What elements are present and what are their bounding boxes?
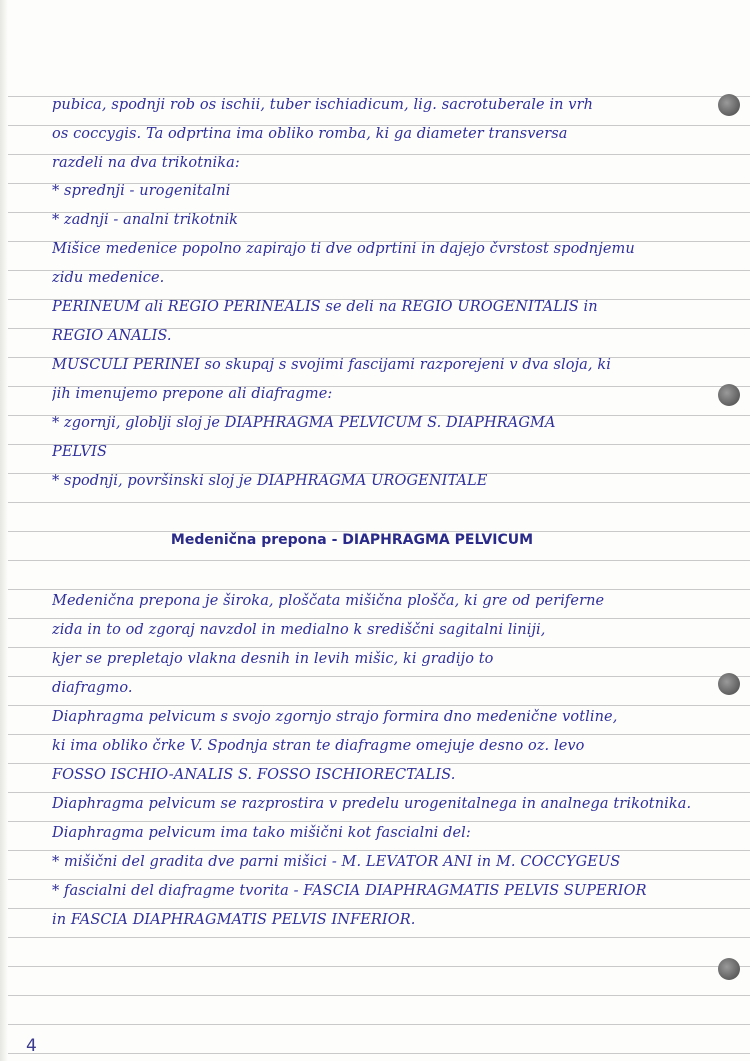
text-line: PERINEUM ali REGIO PERINEALIS se deli na REGIO UROGENITALIS in bbox=[52, 299, 598, 315]
text-line: Medenična prepona je široka, ploščata mišična plošča, ki gre od periferne bbox=[52, 593, 605, 609]
text-line: * fascialni del diafragme tvorita - FASCIA DIAPHRAGMATIS PELVIS SUPERIOR bbox=[52, 883, 647, 899]
text-line: * zgornji, globlji sloj je DIAPHRAGMA PELVICUM S. DIAPHRAGMA bbox=[52, 415, 556, 431]
text-line: * mišični del gradita dve parni mišici - M. LEVATOR ANI in M. COCCYGEUS bbox=[52, 854, 621, 870]
text-line: zida in to od zgoraj navzdol in medialno k središčni sagitalni liniji, bbox=[52, 622, 546, 638]
text-line: Diaphragma pelvicum s svojo zgornjo strajo formira dno medenične votline, bbox=[52, 709, 618, 725]
punch-hole-icon bbox=[718, 94, 740, 116]
page-edge bbox=[0, 0, 8, 1061]
text-line: razdeli na dva trikotnika: bbox=[52, 155, 240, 171]
page-number: 4 bbox=[26, 1036, 37, 1056]
text-line: * spodnji, površinski sloj je DIAPHRAGMA UROGENITALE bbox=[52, 473, 488, 489]
text-line: kjer se prepletajo vlakna desnih in levih mišic, ki gradijo to bbox=[52, 651, 494, 667]
text-line: REGIO ANALIS. bbox=[52, 328, 172, 344]
text-line: PELVIS bbox=[52, 444, 107, 460]
text-line: zidu medenice. bbox=[52, 270, 165, 286]
text-line: pubica, spodnji rob os ischii, tuber ischiadicum, lig. sacrotuberale in vrh bbox=[52, 97, 594, 113]
text-line: in FASCIA DIAPHRAGMATIS PELVIS INFERIOR. bbox=[52, 912, 416, 928]
section-heading: Medenična prepona - DIAPHRAGMA PELVICUM bbox=[170, 532, 534, 548]
punch-hole-icon bbox=[718, 384, 740, 406]
text-line: diafragmo. bbox=[52, 680, 133, 696]
text-line: ki ima obliko črke V. Spodnja stran te diafragme omejuje desno oz. levo bbox=[52, 738, 585, 754]
top-margin bbox=[0, 0, 750, 90]
text-line: os coccygis. Ta odprtina ima obliko romba, ki ga diameter transversa bbox=[52, 126, 568, 142]
text-line: * sprednji - urogenitalni bbox=[52, 183, 231, 199]
text-line: jih imenujemo prepone ali diafragme: bbox=[52, 386, 333, 402]
text-line: Diaphragma pelvicum se razprostira v predelu urogenitalnega in analnega trikotnika. bbox=[52, 796, 692, 812]
text-line: Mišice medenice popolno zapirajo ti dve odprtini in dajejo čvrstost spodnjemu bbox=[52, 241, 635, 257]
punch-hole-icon bbox=[718, 673, 740, 695]
text-line: Diaphragma pelvicum ima tako mišični kot fascialni del: bbox=[52, 825, 471, 841]
text-line: FOSSO ISCHIO-ANALIS S. FOSSO ISCHIORECTALIS. bbox=[52, 767, 456, 783]
text-line: MUSCULI PERINEI so skupaj s svojimi fascijami razporejeni v dva sloja, ki bbox=[52, 357, 611, 373]
punch-hole-icon bbox=[718, 958, 740, 980]
text-line: * zadnji - analni trikotnik bbox=[52, 212, 239, 228]
